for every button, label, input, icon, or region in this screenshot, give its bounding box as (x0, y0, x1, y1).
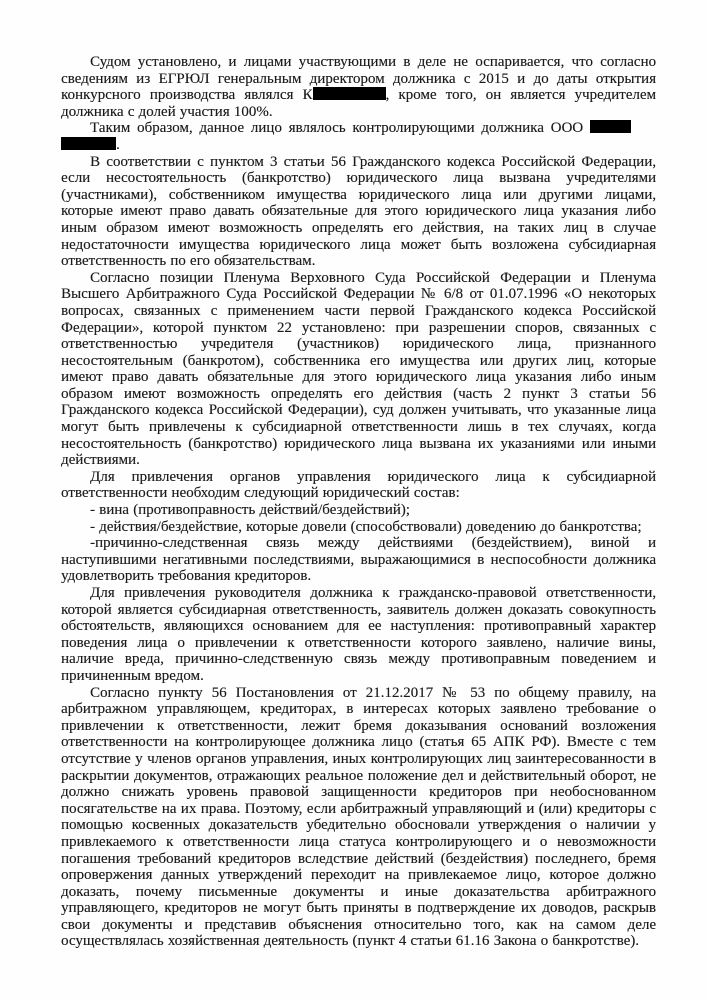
paragraph-text: В соответствии с пунктом 3 статьи 56 Гражданского кодекса Российской Федерации, если несостоятельность (банкротство) юридического лица вызвана учредителями (участниками), собственником имущества юридического лица или другими лицами, которые имеют право давать обязательные для этого юридического лица указания либо иным образом имеют возможность определять его действия, на таких лиц в случае недостаточности имущества юридического лица может быть возложена субсидиарная ответственность по его обязательствам. (61, 153, 656, 270)
paragraph (61, 120, 656, 153)
paragraph-text: . (116, 136, 120, 153)
paragraph-text: Согласно пункту 56 Постановления от 21.12.2017 № 53 по общему правилу, на арбитражном управляющем, кредиторах, в интересах которых заявлено требование о привлечении к ответственности, лежит бремя доказывания оснований возложения ответственности на контролирующее должника лицо (статья 65 АПК РФ). Вместе с тем отсутствие у членов органов управления, иных контролирующих лиц заинтересованности в раскрытии документов, отражающих реальное положение дел и действительный оборот, не должно снижать уровень правовой защищенности кредиторов при необоснованном посягательстве на их права. Поэтому, если арбитражный управляющий и (или) кредиторы с помощью косвенных доказательств убедительно обосновали утверждения о наличии у привлекаемого к ответственности лица статуса контролирующего и о невозможности погашения требований кредиторов вследствие действий (бездействия) последнего, бремя опровержения данных утверждений переходит на привлекаемое лицо, которое должно доказать, почему письменные документы и иные доказательства арбитражного управляющего, кредиторов не могут быть приняты в подтверждение их доводов, раскрыв свои документы и представив объяснения относительно того, как на самом деле осуществлялась хозяйственная деятельность (пункт 4 статьи 61.16 Закона о банкротстве). (61, 684, 656, 950)
paragraph-text: Согласно позиции Пленума Верховного Суда Российской Федерации и Пленума Высшего Арбитражного Суда Российской Федерации № 6/8 от 01.07.1996 «О некоторых вопросах, связанных с применением части первой Гражданского кодекса Российской Федерации», которой пунктом 22 установлено: при разрешении споров, связанных с ответственностью учредителя (участников) юридического лица, признанного несостоятельным (банкротом), собственника его имущества или других лиц, которые имеют право давать обязательные для этого юридического лица указания либо иным образом имеют возможность определять его действия (часть 2 пункт 3 статьи 56 Гражданского кодекса Российской Федерации), суд должен учитывать, что указанные лица могут быть привлечены к субсидиарной ответственности лишь в тех случаях, когда несостоятельность (банкротство) юридического лица вызвана их указаниями или иными действиями. (61, 269, 656, 469)
paragraph (61, 469, 656, 502)
paragraph-text: , кроме того, он является учредителем должника с долей участия 100%. (61, 87, 656, 120)
paragraph (61, 502, 656, 519)
redaction-box (61, 137, 116, 150)
document-body (61, 54, 656, 950)
paragraph-text: - действия/бездействие, которые довели (способствовали) доведению до банкротства; (90, 518, 642, 535)
redaction-box (313, 87, 386, 100)
paragraph (61, 535, 656, 585)
paragraph (61, 270, 656, 469)
paragraph-text: -причинно-следственная связь между действиями (бездействием), виной и наступившими негативными последствиями, выражающимися в неспособности должника удовлетворить требования кредиторов. (61, 535, 656, 585)
paragraph (61, 54, 656, 120)
paragraph (61, 685, 656, 951)
paragraph-text: - вина (противоправность действий/бездействий); (90, 502, 410, 519)
paragraph (61, 154, 656, 270)
redaction-box (590, 120, 631, 133)
paragraph (61, 519, 656, 536)
paragraph-text: Судом установлено, и лицами участвующими в деле не оспаривается, что согласно сведениям из ЕГРЮЛ генеральным директором должника с 2015 и до даты открытия конкурсного производства являлся К (61, 54, 656, 104)
paragraph-text: Таким образом, данное лицо являлось контролирующими должника ООО (90, 120, 590, 137)
paragraph-text: Для привлечения органов управления юридического лица к субсидиарной ответственности необходим следующий юридический состав: (61, 468, 656, 502)
paragraph (61, 585, 656, 685)
paragraph-text: Для привлечения руководителя должника к гражданско-правовой ответственности, которой является субсидиарная ответственность, заявитель должен доказать совокупность обстоятельств, являющихся основанием для ее наступления: противоправный характер поведения лица о привлечении к ответственности которого заявлено, наличие вины, наличие вреда, причинно-следственную связь между противоправным поведением и причиненным вредом. (61, 585, 656, 684)
